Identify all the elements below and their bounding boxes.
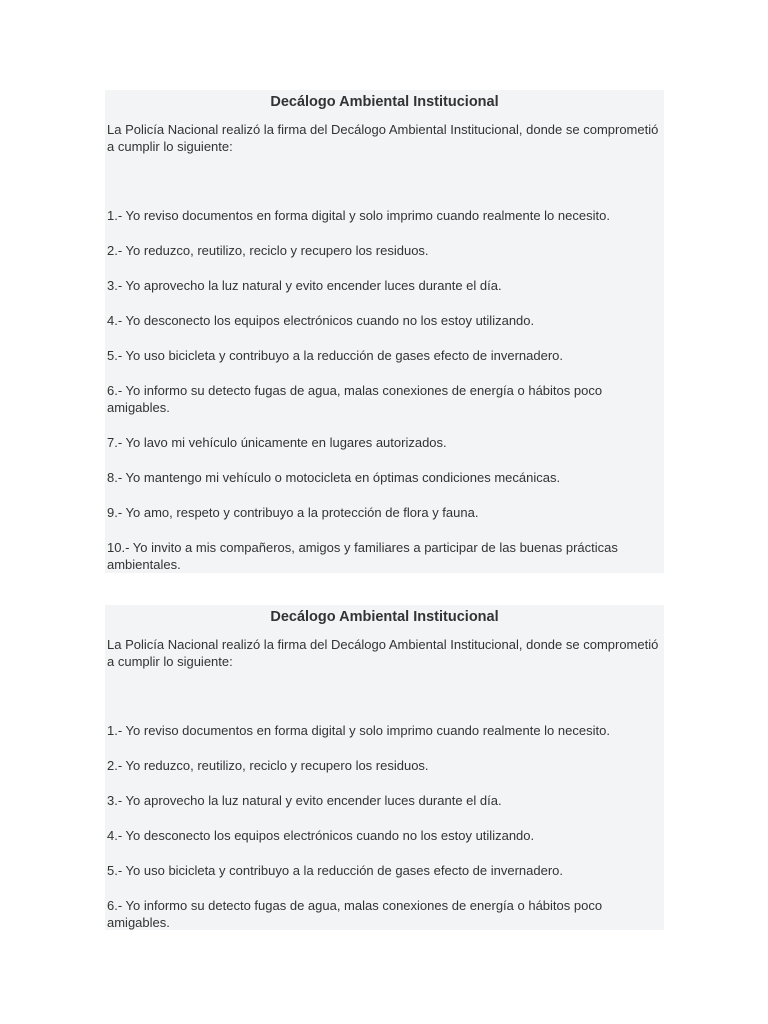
list-item: 4.- Yo desconecto los equipos electrónicos cuando no los estoy utilizando.	[107, 313, 535, 328]
blank-spacer	[107, 670, 662, 722]
decalogue-panel-2	[105, 605, 664, 930]
list-item: 2.- Yo reduzco, reutilizo, reciclo y recupero los residuos.	[107, 758, 429, 773]
list-item: 6.- Yo informo su detecto fugas de agua, malas conexiones de energía o hábitos poco amigables.	[107, 898, 603, 930]
blank-spacer	[107, 155, 662, 207]
list-item: 1.- Yo reviso documentos en forma digital y solo imprimo cuando realmente lo necesito.	[107, 723, 610, 738]
decalogue-panel-1	[105, 90, 664, 573]
list-item: 3.- Yo aprovecho la luz natural y evito encender luces durante el día.	[107, 278, 502, 293]
list-item: 2.- Yo reduzco, reutilizo, reciclo y recupero los residuos.	[107, 243, 429, 258]
list-item: 6.- Yo informo su detecto fugas de agua, malas conexiones de energía o hábitos poco amigables.	[107, 383, 603, 415]
list-item: 5.- Yo uso bicicleta y contribuyo a la reducción de gases efecto de invernadero.	[107, 863, 564, 878]
list-item: 1.- Yo reviso documentos en forma digital y solo imprimo cuando realmente lo necesito.	[107, 208, 610, 223]
commitment-list	[107, 722, 662, 930]
document-title: Decálogo Ambiental Institucional	[270, 94, 499, 110]
list-item: 7.- Yo lavo mi vehículo únicamente en lugares autorizados.	[107, 435, 447, 450]
list-item: 10.- Yo invito a mis compañeros, amigos y familiares a participar de las buenas prácticas ambientales.	[107, 540, 618, 572]
list-item: 4.- Yo desconecto los equipos electrónicos cuando no los estoy utilizando.	[107, 828, 535, 843]
list-item: 8.- Yo mantengo mi vehículo o motocicleta en óptimas condiciones mecánicas.	[107, 470, 561, 485]
commitment-list	[107, 207, 662, 573]
document-title: Decálogo Ambiental Institucional	[270, 609, 499, 625]
list-item: 5.- Yo uso bicicleta y contribuyo a la reducción de gases efecto de invernadero.	[107, 348, 564, 363]
intro-paragraph: La Policía Nacional realizó la firma del Decálogo Ambiental Institucional, donde se comprometió a cumplir lo siguiente:	[107, 637, 659, 669]
list-item: 3.- Yo aprovecho la luz natural y evito encender luces durante el día.	[107, 793, 502, 808]
list-item: 9.- Yo amo, respeto y contribuyo a la protección de flora y fauna.	[107, 505, 479, 520]
intro-paragraph: La Policía Nacional realizó la firma del Decálogo Ambiental Institucional, donde se comprometió a cumplir lo siguiente:	[107, 122, 659, 154]
